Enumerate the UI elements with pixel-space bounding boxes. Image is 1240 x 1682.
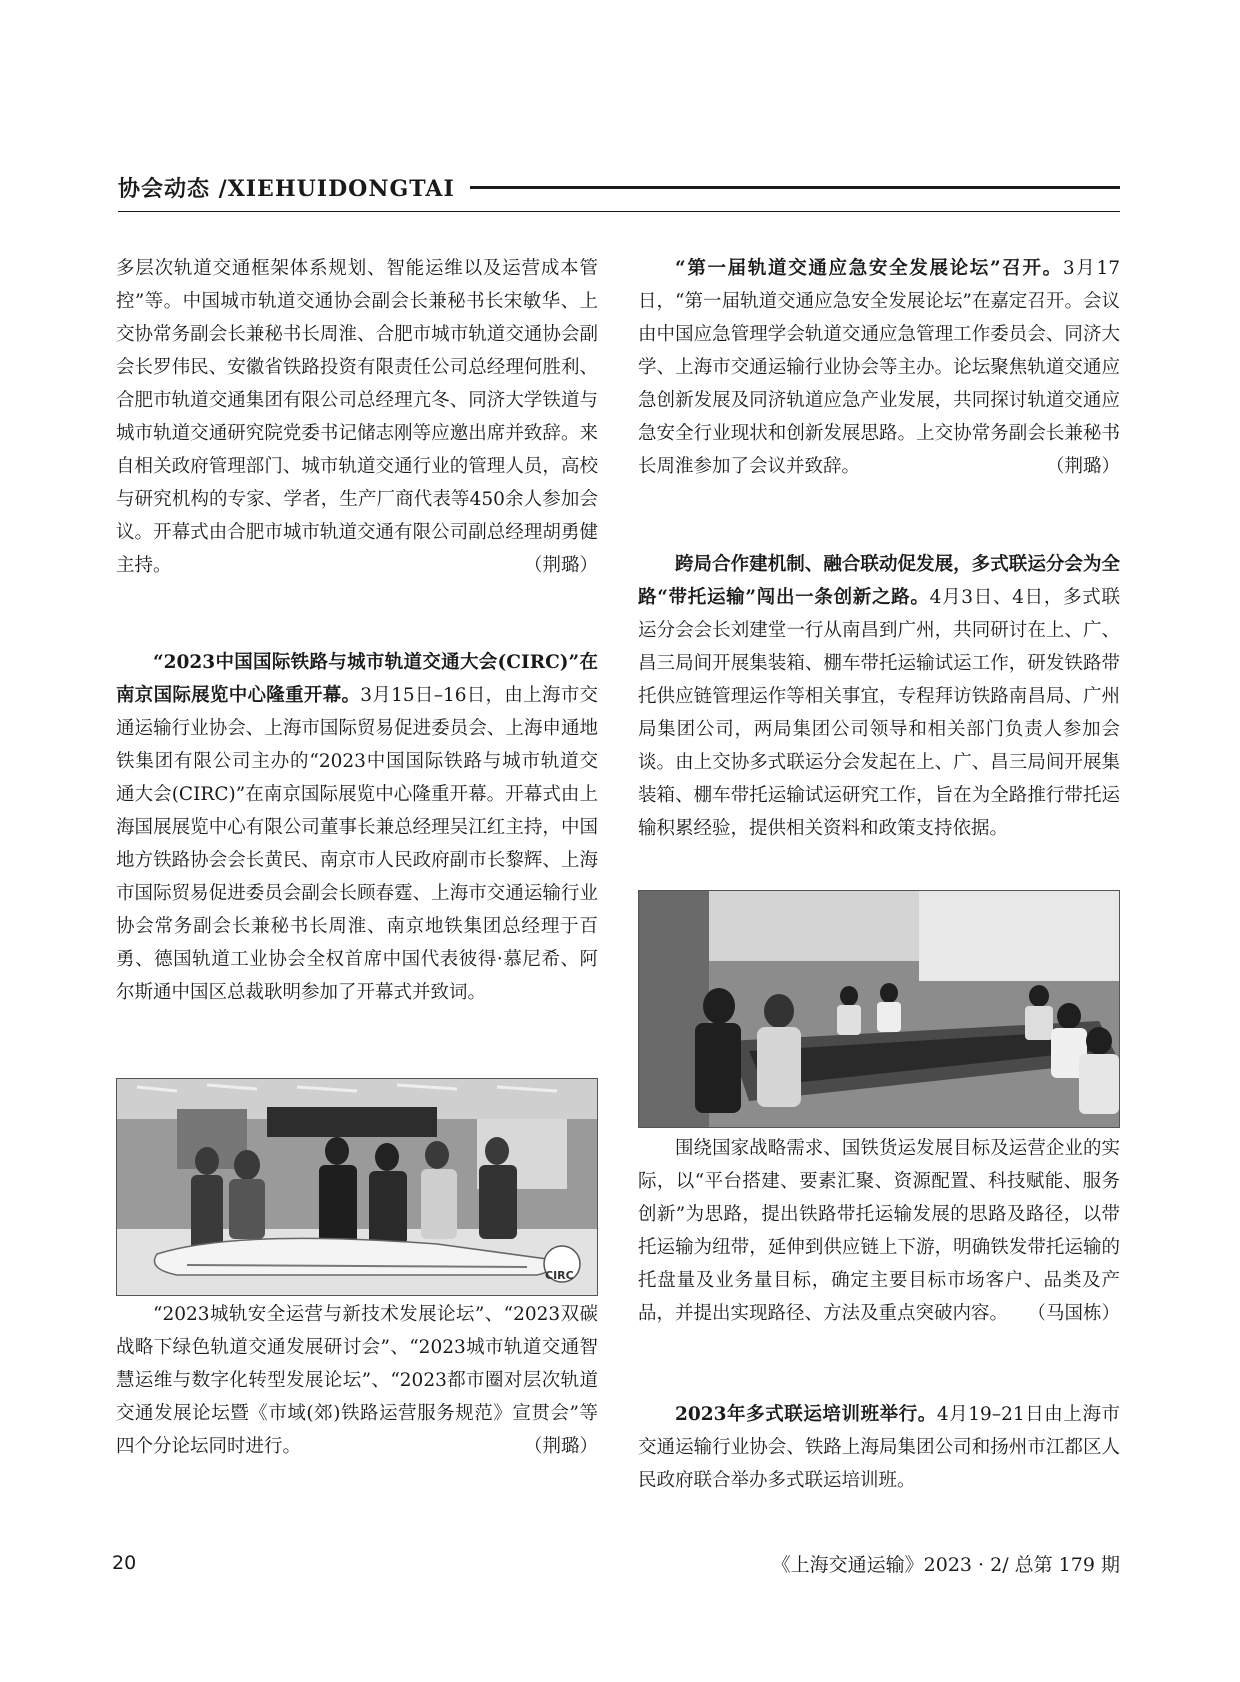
- article-headline: 跨局合作建机制、融合联动促发展，多式联运分会为全路“带托运输”闯出一条创新之路。: [638, 554, 1120, 608]
- article-text: 4月19–21日由上海市交通运输行业协会、铁路上海局集团公司和扬州市江都区人民政府联合举办多式联运培训班。: [638, 1404, 1120, 1491]
- header-underline: [118, 211, 1120, 212]
- article-emergency-forum: [638, 252, 1120, 483]
- author-credit: （马国栋）: [1027, 1303, 1120, 1324]
- article-circ: [116, 646, 598, 1009]
- article-text: 多层次轨道交通框架体系规划、智能运维以及运营成本管控”等。中国城市轨道交通协会副会长兼秘书长宋敏华、上交协常务副会长兼秘书长周淮、合肥市城市轨道交通协会副会长罗伟民、安徽省铁路投资有限责任公司总经理何胜利、合肥市轨道交通集团有限公司总经理亢冬、同济大学铁道与城市轨道交通研究院党委书记储志刚等应邀出席并致辞。来自相关政府管理部门、城市轨道交通行业的管理人员，高校与研究机构的专家、学者，生产厂商代表等450余人参加会议。开幕式由合肥市城市轨道交通有限公司副总经理胡勇健主持。: [116, 258, 598, 576]
- article-headline: “2023中国国际铁路与城市轨道交通大会(CIRC)”在南京国际展览中心隆重开幕。: [116, 652, 598, 706]
- expo-photo: [116, 1078, 598, 1296]
- article-forums: [116, 1298, 598, 1463]
- article-multimodal: [638, 548, 1120, 845]
- page-number: 20: [112, 1552, 137, 1574]
- author-credit: （荆璐）: [523, 1436, 598, 1457]
- article-text: 3月15日–16日，由上海市交通运输行业协会、上海市国际贸易促进委员会、上海申通地铁集团有限公司主办的“2023中国国际铁路与城市轨道交通大会(CIRC)”在南京国际展览中心隆重开幕。开幕式由上海国展展览中心有限公司董事长兼总经理吴江红主持，中国地方铁路协会会长黄民、南京市人民政府副市长黎辉、上海市国际贸易促进委员会副会长顾春霆、上海市交通运输行业协会常务副会长兼秘书长周淮、南京地铁集团总经理于百勇、德国轨道工业协会全权首席中国代表彼得·慕尼希、阿尔斯通中国区总裁耿明参加了开幕式并致词。: [116, 685, 598, 1003]
- issue-info: 《上海交通运输》2023 · 2/ 总第 179 期: [771, 1554, 1120, 1576]
- article-headline: 2023年多式联运培训班举行。: [675, 1404, 937, 1425]
- article-text: “2023城轨安全运营与新技术发展论坛”、“2023双碳战略下绿色轨道交通发展研讨会”、“2023城市轨道交通智慧运维与数字化转型发展论坛”、“2023都市圈对层次轨道交通发展论坛暨《市域(郊)铁路运营服务规范》宣贯会”等四个分论坛同时进行。: [116, 1304, 598, 1457]
- article-text: 4月3日、4日，多式联运分会会长刘建堂一行从南昌到广州，共同研讨在上、广、昌三局间开展集装箱、棚车带托运输试运工作，研发铁路带托供应链管理运作等相关事宜，专程拜访铁路南昌局、广州局集团公司，两局集团公司领导和相关部门负责人参加会谈。由上交协多式联运分会发起在上、广、昌三局间开展集装箱、棚车带托运输试运研究工作，旨在为全路推行带托运输积累经验，提供相关资料和政策支持依据。: [638, 587, 1120, 839]
- expo-photo-illustration: [117, 1079, 597, 1295]
- article-training: [638, 1398, 1120, 1497]
- article-headline: “第一届轨道交通应急安全发展论坛”召开。: [675, 258, 1063, 279]
- section-header: [118, 168, 1120, 208]
- header-rule: [470, 186, 1120, 189]
- left-column: [116, 252, 598, 582]
- article-multimodal-cont: [638, 1132, 1120, 1330]
- author-credit: （荆璐）: [523, 555, 598, 576]
- circ-logo: CIRC: [545, 1269, 574, 1282]
- article-text: 3月17日，“第一届轨道交通应急安全发展论坛”在嘉定召开。会议由中国应急管理学会轨道交通应急管理工作委员会、同济大学、上海市交通运输行业协会等主办。论坛聚焦轨道交通应急创新发展及同济轨道应急产业发展，共同探讨轨道交通应急安全行业现状和创新发展思路。上交协常务副会长兼秘书长周淮参加了会议并致辞。: [638, 258, 1120, 477]
- article-continued: [116, 252, 598, 582]
- author-credit: （荆璐）: [1045, 456, 1120, 477]
- meeting-photo: [638, 890, 1120, 1128]
- meeting-photo-illustration: [639, 891, 1119, 1127]
- article-text: 围绕国家战略需求、国铁货运发展目标及运营企业的实际，以“平台搭建、要素汇聚、资源配置、科技赋能、服务创新”为思路，提出铁路带托运输发展的思路及路径，以带托运输为纽带，延伸到供应链上下游，明确铁发带托运输的托盘量及业务量目标，确定主要目标市场客户、品类及产品，并提出实现路径、方法及重点突破内容。: [638, 1138, 1120, 1324]
- section-title: 协会动态 /XIEHUIDONGTAI: [118, 176, 455, 202]
